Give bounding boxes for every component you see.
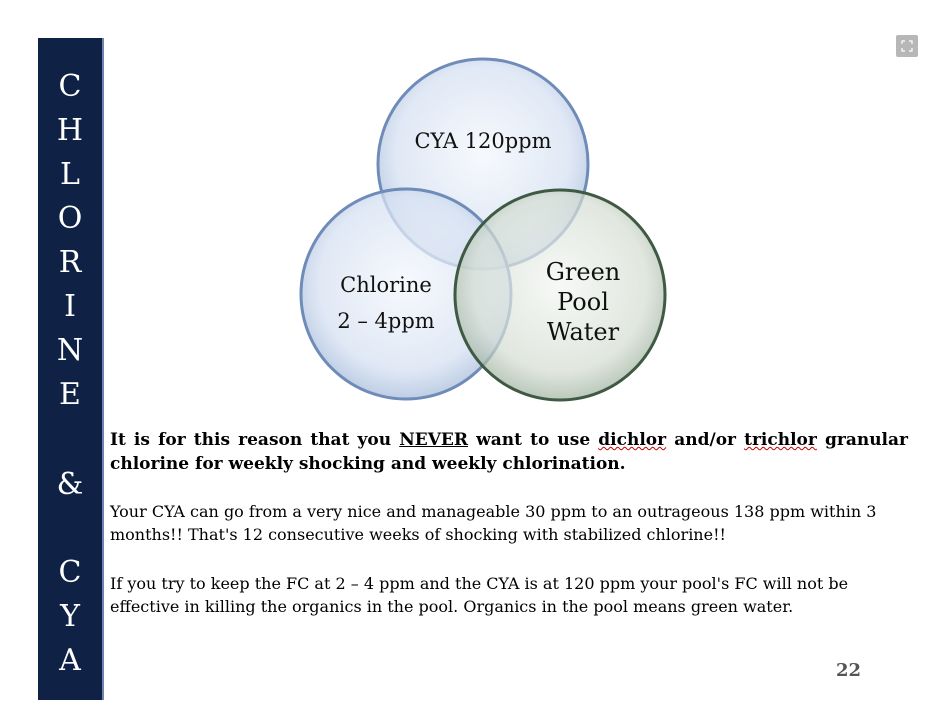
never-emphasis: NEVER [399, 430, 469, 450]
venn-label-green: Green [545, 258, 621, 286]
sidebar-letter: O [57, 201, 83, 236]
cya-increase-paragraph: Your CYA can go from a very nice and manageable 30 ppm to an outrageous 138 ppm within 3 months!! That's 12 consecutive weeks of shocking with stabilized chlorine!! [110, 502, 877, 544]
sidebar-letter: R [58, 245, 82, 280]
venn-label-water: Water [546, 318, 620, 346]
venn-label-cya: CYA 120ppm [414, 129, 552, 153]
sidebar-letter: N [56, 333, 84, 368]
warning-paragraph: It is for this reason that you NEVER want to use dichlor and/or trichlor granular chlorine for weekly shocking and weekly chlorination. [110, 430, 908, 474]
sidebar-letter: H [56, 113, 84, 148]
sidebar-letter: C [58, 69, 82, 104]
fc-effectiveness-paragraph: If you try to keep the FC at 2 – 4 ppm and the CYA is at 120 ppm your pool's FC will not be effective in killing the organics in the pool. Organics in the pool means green water. [110, 574, 849, 616]
dichlor-term: dichlor [598, 430, 667, 450]
sidebar-letter: Y [60, 599, 80, 634]
sidebar-letter: L [60, 157, 80, 192]
sidebar-letter: A [59, 643, 81, 678]
page-number: 22 [836, 660, 862, 681]
sidebar-letter: & [56, 467, 84, 502]
venn-label-chlorine-range: 2 – 4ppm [337, 309, 435, 333]
sidebar-letter: I [64, 289, 76, 324]
sidebar-letter: C [58, 555, 82, 590]
venn-label-chlorine: Chlorine [340, 273, 432, 297]
venn-label-pool: Pool [557, 288, 609, 316]
sidebar-letter: E [59, 377, 81, 412]
trichlor-term: trichlor [744, 430, 817, 450]
